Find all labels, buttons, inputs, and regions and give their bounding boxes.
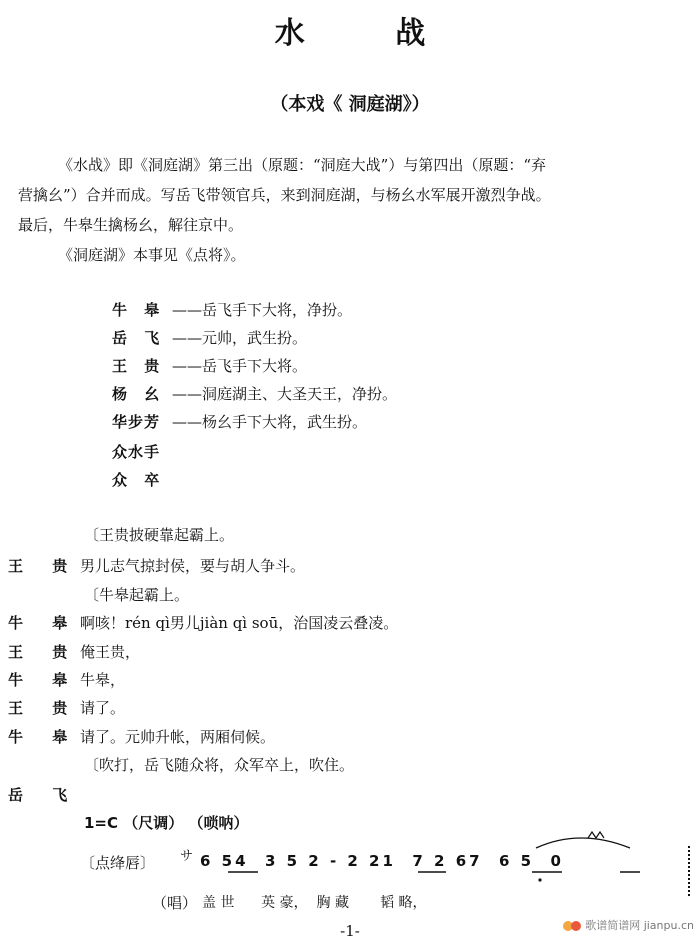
cast-desc: ——岳飞手下大将，净扮。: [172, 301, 353, 319]
watermark-text: 歌谱简谱网 jianpu.cn: [585, 919, 694, 932]
cast-name: 众 卒: [112, 471, 166, 489]
cast-item: [112, 296, 352, 324]
page-title: 水 战: [274, 16, 466, 51]
subtitle: （本戏《 洞庭湖》）: [270, 94, 430, 115]
page-number: -1-: [340, 922, 360, 940]
cast-item: [112, 438, 172, 466]
dialogue-line: 男儿志气掠封侯，要与胡人争斗。: [80, 557, 306, 575]
tune-label: 〔点绛唇〕: [80, 854, 156, 872]
sanban-mark: サ: [180, 849, 194, 864]
cast-item: [112, 466, 172, 494]
cast-name: 众水手: [112, 443, 161, 461]
sing-label: （唱）: [152, 894, 198, 912]
intro-line-2: 营擒幺”）合并而成。写岳飞带领官兵，来到洞庭湖，与杨幺水军展开激烈争战。: [18, 186, 551, 204]
cast-item: [112, 408, 367, 436]
cast-item: [112, 324, 307, 352]
cast-item: [112, 380, 397, 408]
stage-direction: 〔王贵披硬靠起霸上。: [84, 526, 235, 544]
cast-desc: ——洞庭湖主、大圣天王，净扮。: [172, 385, 398, 403]
lyrics-line: 盖 世 英 豪， 胸 藏 韬 略，: [202, 895, 427, 911]
speaker-name: 牛 皋: [8, 671, 80, 689]
cast-name: 牛 皋: [112, 301, 166, 319]
cast-item: [112, 352, 307, 380]
intro-line-4: 《洞庭湖》本事见《点将》。: [58, 246, 246, 264]
dialogue-line: 请了。元帅升帐，两厢伺候。: [80, 728, 276, 746]
slur-marks: [530, 826, 640, 850]
cast-desc: ——岳飞手下大将。: [172, 357, 308, 375]
cast-name: 岳 飞: [112, 329, 166, 347]
speaker-name: 牛 皋: [8, 728, 80, 746]
watermark: [562, 917, 694, 933]
cast-desc: ——元帅，武生扮。: [172, 329, 308, 347]
dialogue-line: 请了。: [80, 699, 126, 717]
underline-beams: [200, 870, 680, 886]
dialogue-line: 啊咳！rén qì男儿jiàn qì soū，治国凌云叠凌。: [80, 614, 399, 632]
intro-line-1: 《水战》即《洞庭湖》第三出（原题：“洞庭大战”）与第四出（原题：“弃: [58, 156, 547, 174]
dialogue-line: 牛皋，: [80, 671, 126, 689]
stage-direction: 〔吹打，岳飞随众将，众军卒上，吹住。: [84, 756, 355, 774]
cast-name: 杨 幺: [112, 385, 166, 403]
bar-line: [688, 846, 693, 896]
speaker-name: 牛 皋: [8, 614, 80, 632]
cast-name: 王 贵: [112, 357, 166, 375]
speaker-name: 王 贵: [8, 699, 80, 717]
speaker-name: 王 贵: [8, 557, 80, 575]
key-signature: 1=C （尺调） （唢呐）: [84, 814, 249, 832]
dialogue-line: 俺王贵，: [80, 643, 141, 661]
speaker-name: 王 贵: [8, 643, 80, 661]
intro-line-3: 最后，牛皋生擒杨幺，解往京中。: [18, 216, 244, 234]
cast-desc: ——杨幺手下大将，武生扮。: [172, 413, 368, 431]
cast-name: 华步芳: [112, 413, 161, 431]
jianpu-notes: 6 54 3 5 2 - 2 21 7 2 67 6 5 0: [200, 852, 564, 870]
stage-direction: 〔牛皋起霸上。: [84, 586, 190, 604]
watermark-logo-icon: [562, 920, 582, 932]
speaker-name: 岳 飞: [8, 786, 80, 804]
